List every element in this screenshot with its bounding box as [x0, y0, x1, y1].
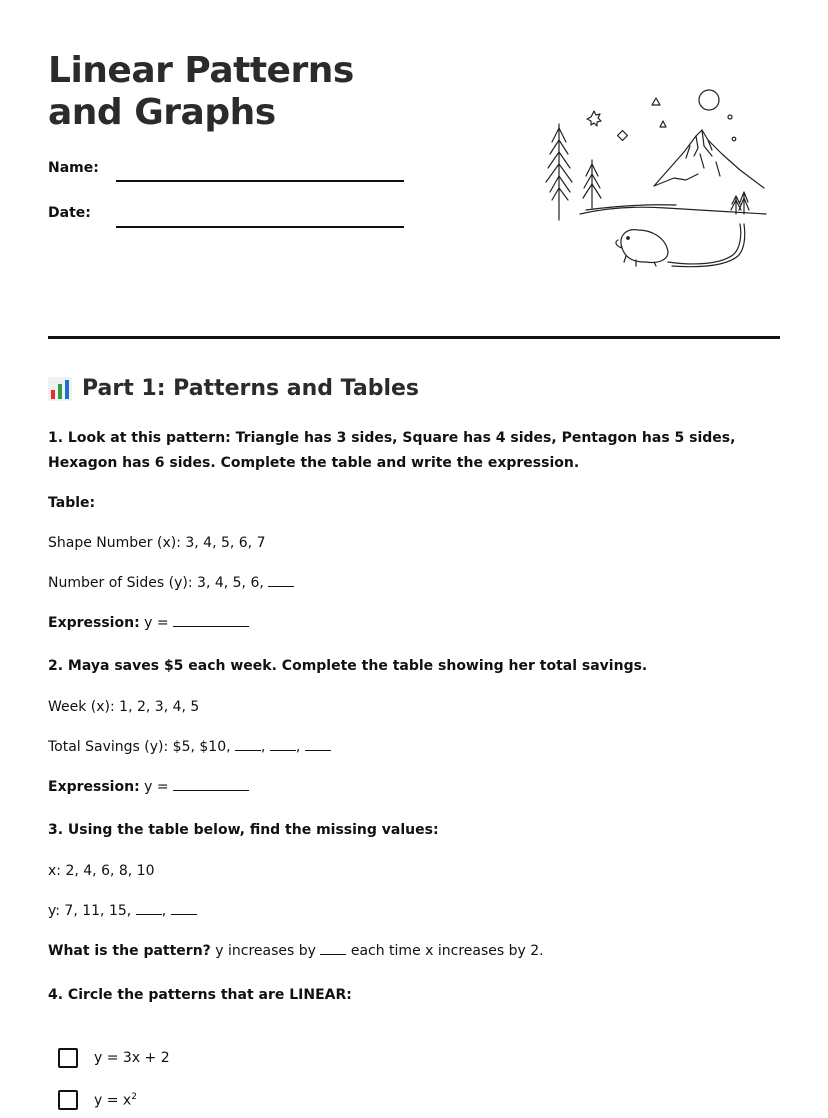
date-field[interactable]	[116, 226, 404, 228]
option-label	[94, 1092, 137, 1109]
option-label-exponent: 2	[131, 1091, 137, 1102]
question-1-expression-text: y =	[144, 615, 169, 631]
question-3-prompt: 3. Using the table below, find the missing values:	[48, 822, 439, 838]
option-label-base: y = x	[94, 1092, 132, 1109]
question-3-row-y-text: y: 7, 11, 15,	[48, 903, 132, 919]
question-3-pattern-text-2: each time x increases by 2.	[350, 943, 544, 959]
name-label: Name:	[48, 160, 99, 176]
worksheet-title: Linear Patterns and Graphs	[48, 50, 354, 133]
name-field[interactable]	[116, 180, 404, 182]
question-2-expression-blank[interactable]	[173, 778, 249, 791]
question-2-expression	[48, 777, 249, 797]
checkbox[interactable]	[58, 1090, 78, 1110]
question-3-pattern-blank[interactable]	[320, 942, 346, 955]
question-3-answer-blank-1[interactable]	[136, 902, 162, 915]
question-1-expression-blank[interactable]	[173, 614, 249, 627]
part-1-heading	[48, 374, 419, 404]
bar-chart-icon	[48, 377, 72, 401]
question-2-row-x: Week (x): 1, 2, 3, 4, 5	[48, 699, 200, 715]
question-2-answer-blank-3[interactable]	[305, 738, 331, 751]
question-3-row-y: y: 7, 11, 15, ,	[48, 901, 197, 921]
question-1-expression	[48, 613, 249, 633]
section-divider	[48, 336, 780, 339]
question-3-answer-blank-2[interactable]	[171, 902, 197, 915]
question-1-expression-label: Expression:	[48, 615, 140, 631]
question-1-row-y	[48, 573, 294, 593]
question-2-row-y-text: Total Savings (y): $5, $10,	[48, 739, 231, 755]
question-2-expression-label: Expression:	[48, 779, 140, 795]
question-2-prompt: 2. Maya saves $5 each week. Complete the table showing her total savings.	[48, 658, 648, 674]
question-4-option-2[interactable]	[58, 1090, 137, 1110]
question-3-pattern-text-1: y increases by	[215, 943, 316, 959]
question-2-row-y: Total Savings (y): $5, $10, , ,	[48, 737, 331, 757]
part-1-heading-text: Part 1: Patterns and Tables	[82, 376, 420, 401]
question-4-prompt: 4. Circle the patterns that are LINEAR:	[48, 987, 352, 1003]
question-1-row-x: Shape Number (x): 3, 4, 5, 6, 7	[48, 535, 266, 551]
option-label: y = 3x + 2	[94, 1050, 170, 1066]
question-4-option-1[interactable]	[58, 1048, 170, 1068]
date-label: Date:	[48, 205, 91, 221]
table-label: Table:	[48, 495, 96, 511]
question-2-answer-blank-2[interactable]	[270, 738, 296, 751]
question-3-pattern-label: What is the pattern?	[48, 943, 211, 959]
landscape-illustration	[526, 84, 770, 270]
question-1-answer-blank[interactable]	[268, 574, 294, 587]
question-3-pattern	[48, 941, 544, 961]
question-3-row-x: x: 2, 4, 6, 8, 10	[48, 863, 155, 879]
question-2-expression-text: y =	[144, 779, 169, 795]
question-1-row-y-text: Number of Sides (y): 3, 4, 5, 6,	[48, 575, 264, 591]
question-2-answer-blank-1[interactable]	[235, 738, 261, 751]
checkbox[interactable]	[58, 1048, 78, 1068]
question-1-prompt: 1. Look at this pattern: Triangle has 3 sides, Square has 4 sides, Pentagon has 5 sides, Hexagon has 6 sides. Complete the table and write the expression.	[48, 430, 736, 471]
